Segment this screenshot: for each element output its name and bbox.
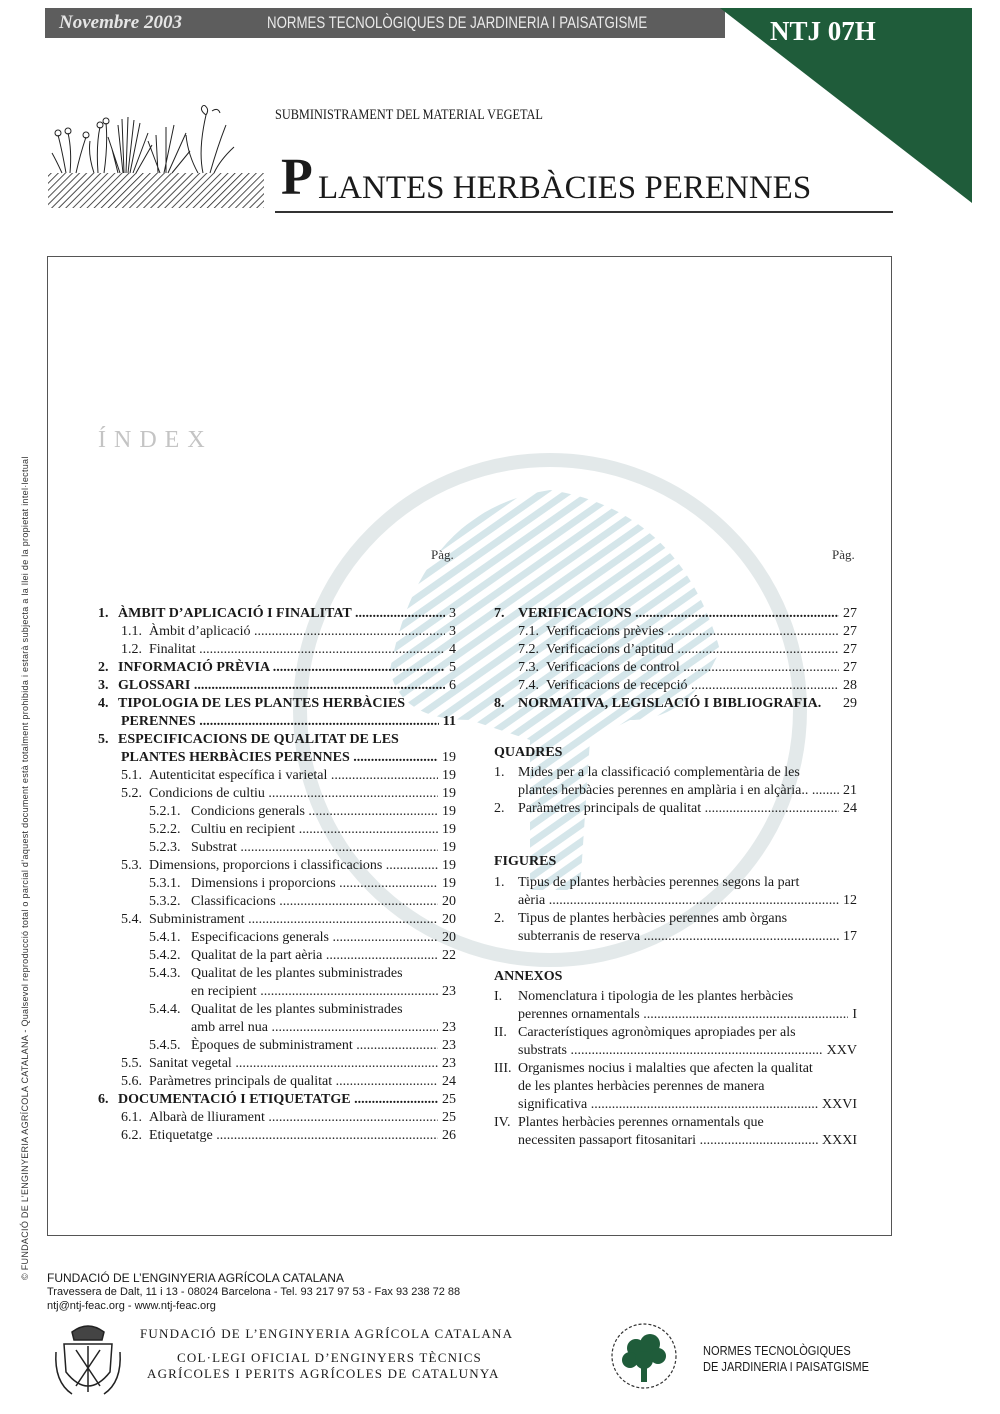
footer-college-name: COL·LEGI OFICIAL D’ENGINYERS TÈCNICS xyxy=(177,1350,482,1365)
publication-date: Novembre 2003 xyxy=(59,12,182,33)
title-rule xyxy=(275,211,893,213)
plants-illustration xyxy=(48,105,264,210)
toc-entry[interactable]: 1. ÀMBIT D’APLICACIÓ I FINALITAT ..... 3 xyxy=(98,605,456,622)
toc-entry[interactable]: 1. Mides per a la classificació complementària de les xyxy=(494,765,800,780)
toc-entry-continuation: aèria ..... 12 xyxy=(518,892,857,909)
toc-entry[interactable]: 5.2.3. Substrat ..... 19 xyxy=(149,839,456,856)
toc-entry[interactable]: 7.1. Verificacions prèvies ..... 27 xyxy=(518,623,857,640)
toc-entry[interactable]: 5.4. Subministrament ..... 20 xyxy=(121,911,456,928)
index-title: ÍNDEX xyxy=(98,427,213,453)
toc-entry[interactable]: 1. Tipus de plantes herbàcies perennes segons la part xyxy=(494,875,800,890)
section-title-quadres: QUADRES xyxy=(494,745,563,760)
toc-entry[interactable]: 5.4.1. Especificacions generals ..... 20 xyxy=(149,929,456,946)
toc-entry[interactable]: 5.2.1. Condicions generals ..... 19 xyxy=(149,803,456,820)
toc-entry-continuation: perennes ornamentals ..... I xyxy=(518,1006,857,1023)
toc-entry[interactable]: 5.5. Sanitat vegetal ..... 23 xyxy=(121,1055,456,1072)
toc-entry[interactable]: 5.1. Autenticitat específica i varietal ..... 19 xyxy=(121,767,456,784)
toc-entry-continuation: en recipient ..... 23 xyxy=(191,983,456,1000)
toc-entry[interactable]: 5.4.4. Qualitat de les plantes subministrades xyxy=(149,1002,403,1017)
toc-entry[interactable]: 5.2.2. Cultiu en recipient ..... 19 xyxy=(149,821,456,838)
toc-entry-continuation: significativa ..... XXVI xyxy=(518,1096,857,1113)
toc-entry[interactable]: 5.3. Dimensions, proporcions i classificacions ..... 19 xyxy=(121,857,456,874)
footer-college-name-2: AGRÍCOLES I PERITS AGRÍCOLES DE CATALUNYA xyxy=(147,1366,500,1381)
toc-entry[interactable]: 6. DOCUMENTACIÓ I ETIQUETATGE ..... 25 xyxy=(98,1091,456,1108)
toc-entry-continuation: subterranis de reserva ..... 17 xyxy=(518,928,857,945)
footer-organization: FUNDACIÓ DE L’ENGINYERIA AGRÍCOLA CATALANA xyxy=(47,1271,344,1285)
footer-ntj-title: NORMES TECNOLÒGIQUES xyxy=(703,1343,851,1358)
toc-entry[interactable]: 7.2. Verificacions d’aptitud ..... 27 xyxy=(518,641,857,658)
toc-entry[interactable]: 5.3.1. Dimensions i proporcions ..... 19 xyxy=(149,875,456,892)
toc-entry-continuation: necessiten passaport fitosanitari ..... XXXI xyxy=(518,1132,857,1149)
toc-entry[interactable]: II. Característiques agronòmiques apropiades per als xyxy=(494,1025,796,1040)
toc-entry[interactable]: 5.4.3. Qualitat de les plantes subministrades xyxy=(149,966,403,981)
toc-entry[interactable]: 3. GLOSSARI ..... 6 xyxy=(98,677,456,694)
page-column-label-left: Pàg. xyxy=(431,547,454,562)
section-title-annexos: ANNEXOS xyxy=(494,969,563,984)
toc-entry[interactable]: 5.4.2. Qualitat de la part aèria ..... 22 xyxy=(149,947,456,964)
toc-entry[interactable]: 2. Paràmetres principals de qualitat ..... 24 xyxy=(494,800,857,817)
toc-entry-continuation: PLANTES HERBÀCIES PERENNES ..... 19 xyxy=(121,749,456,766)
toc-entry[interactable]: 1.2. Finalitat ..... 4 xyxy=(121,641,456,658)
header-bar xyxy=(45,8,725,38)
toc-entry[interactable]: III. Organismes nocius i malalties que afecten la qualitat xyxy=(494,1061,813,1076)
toc-entry-continuation: PERENNES ..... 11 xyxy=(121,713,456,730)
college-crest-logo xyxy=(52,1322,124,1402)
toc-entry-continuation: de les plantes herbàcies perennes de manera xyxy=(518,1079,765,1094)
ntj-tree-logo xyxy=(606,1320,692,1394)
toc-entry[interactable]: 8. NORMATIVA, LEGISLACIÓ I BIBLIOGRAFIA. 29 xyxy=(494,696,857,711)
footer-foundation-name: FUNDACIÓ DE L’ENGINYERIA AGRÍCOLA CATALANA xyxy=(140,1326,514,1341)
toc-entry[interactable]: 7. VERIFICACIONS ..... 27 xyxy=(494,605,857,622)
toc-entry[interactable]: 6.1. Albarà de lliurament ..... 25 xyxy=(121,1109,456,1126)
toc-entry[interactable]: 4. TIPOLOGIA DE LES PLANTES HERBÀCIES xyxy=(98,696,406,711)
norm-code: NTJ 07H xyxy=(770,16,876,46)
toc-entry[interactable]: 2. INFORMACIÓ PRÈVIA ..... 5 xyxy=(98,659,456,676)
toc-entry-continuation: substrats ..... XXV xyxy=(518,1042,857,1059)
title-initial: P xyxy=(281,149,313,206)
toc-entry[interactable]: 5.6. Paràmetres principals de qualitat ..... 24 xyxy=(121,1073,456,1090)
footer-contact[interactable]: ntj@ntj-feac.org - www.ntj-feac.org xyxy=(47,1300,216,1312)
series-title: NORMES TECNOLÒGIQUES DE JARDINERIA I PAISATGISME xyxy=(267,13,648,32)
toc-entry[interactable]: 5.4.5. Èpoques de subministrament ..... 23 xyxy=(149,1037,456,1054)
document-title: LANTES HERBÀCIES PERENNES xyxy=(318,170,812,206)
toc-entry[interactable]: 1.1. Àmbit d’aplicació ..... 3 xyxy=(121,623,456,640)
side-copyright-text: © FUNDACIÓ DE L’ENGINYERIA AGRÍCOLA CATALANA - Qualsevol reproducció total o parcial d’aquest document està totalment prohibida i estarà subjecta a la llei de la propietat intel·lectual xyxy=(20,456,30,1280)
toc-entry-continuation: amb arrel nua ..... 23 xyxy=(191,1019,456,1036)
section-title-figures: FIGURES xyxy=(494,854,557,869)
toc-entry[interactable]: 7.4. Verificacions de recepció ..... 28 xyxy=(518,677,857,694)
toc-entry[interactable]: 5. ESPECIFICACIONS DE QUALITAT DE LES xyxy=(98,732,399,747)
footer-address: Travessera de Dalt, 11 i 13 - 08024 Barcelona - Tel. 93 217 97 53 - Fax 93 238 72 88 xyxy=(47,1286,461,1298)
toc-entry[interactable]: 5.3.2. Classificacions ..... 20 xyxy=(149,893,456,910)
toc-entry[interactable]: 6.2. Etiquetatge ..... 26 xyxy=(121,1127,456,1144)
toc-entry[interactable]: I. Nomenclatura i tipologia de les plantes herbàcies xyxy=(494,989,794,1004)
page-column-label-right: Pàg. xyxy=(832,547,855,562)
toc-entry[interactable]: 5.2. Condicions de cultiu ..... 19 xyxy=(121,785,456,802)
toc-entry[interactable]: IV. Plantes herbàcies perennes ornamentals que xyxy=(494,1115,764,1130)
footer-ntj-subtitle: DE JARDINERIA I PAISATGISME xyxy=(703,1359,869,1374)
toc-entry[interactable]: 7.3. Verificacions de control ..... 27 xyxy=(518,659,857,676)
toc-entry-continuation: plantes herbàcies perennes en amplària i en alçària.. ..... 21 xyxy=(518,782,857,799)
document-subtitle: SUBMINISTRAMENT DEL MATERIAL VEGETAL xyxy=(275,107,543,123)
toc-entry[interactable]: 2. Tipus de plantes herbàcies perennes amb òrgans xyxy=(494,911,788,926)
